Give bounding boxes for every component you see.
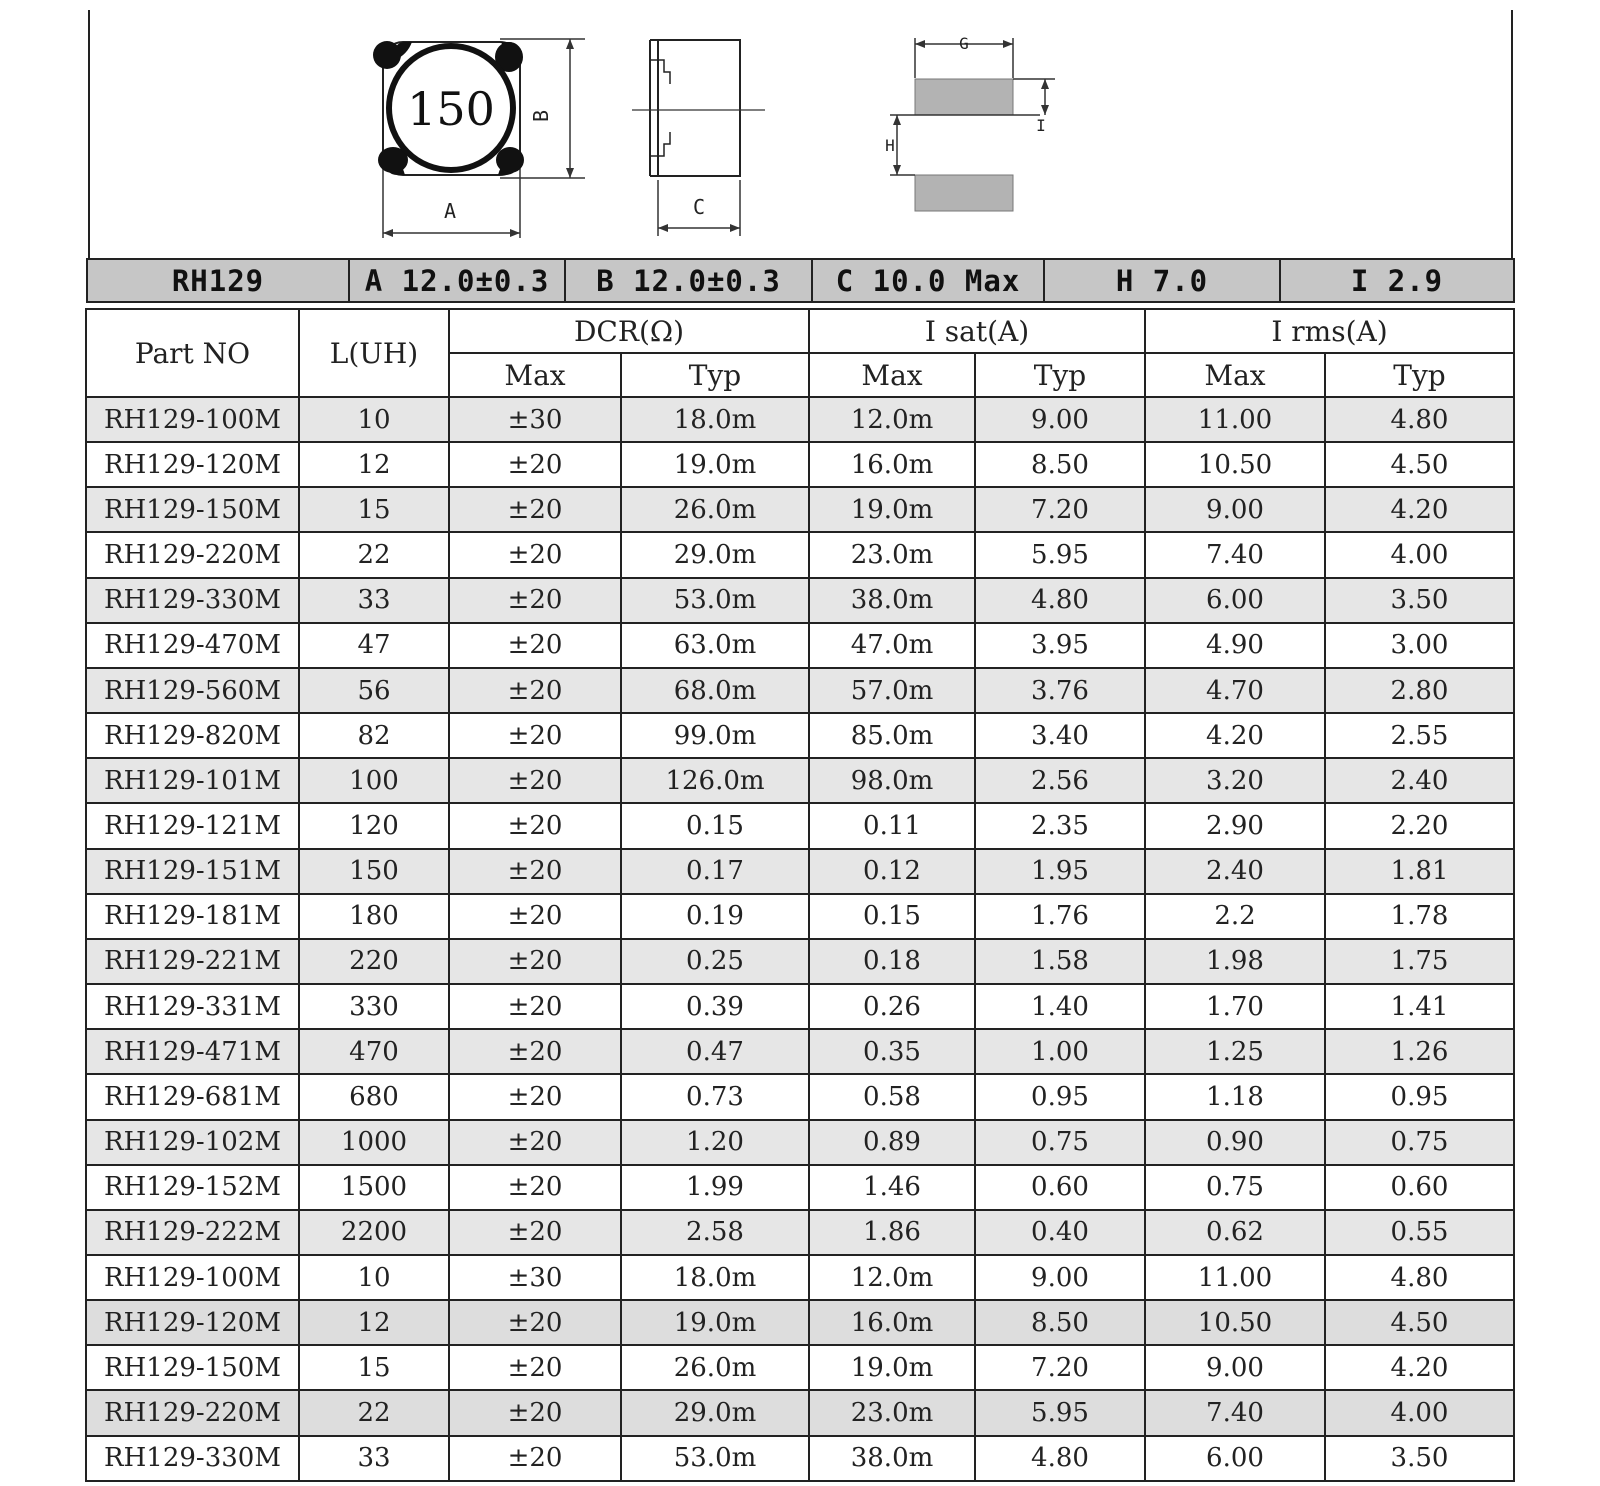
dcr-max-cell: ±20 bbox=[449, 532, 621, 577]
part-no-cell: RH129-100M bbox=[86, 397, 299, 442]
dcr-max-cell: ±20 bbox=[449, 939, 621, 984]
isat-typ-cell: 5.95 bbox=[975, 1390, 1145, 1435]
isat-typ-cell: 9.00 bbox=[975, 1255, 1145, 1300]
isat-typ-cell: 0.40 bbox=[975, 1210, 1145, 1255]
model-name: RH129 bbox=[88, 260, 350, 301]
table-row bbox=[86, 1120, 1514, 1165]
irms-typ-cell: 3.50 bbox=[1325, 578, 1514, 623]
header-isat: I sat(A) bbox=[809, 309, 1145, 353]
label-c: C bbox=[692, 195, 706, 219]
irms-typ-cell: 4.00 bbox=[1325, 1390, 1514, 1435]
irms-max-cell: 4.90 bbox=[1145, 623, 1325, 668]
isat-max-cell: 0.35 bbox=[809, 1029, 975, 1074]
inductance-cell: 220 bbox=[299, 939, 449, 984]
dcr-typ-cell: 29.0m bbox=[621, 532, 809, 577]
irms-max-cell: 7.40 bbox=[1145, 1390, 1325, 1435]
dcr-max-cell: ±20 bbox=[449, 487, 621, 532]
isat-typ-cell: 3.76 bbox=[975, 668, 1145, 713]
irms-typ-cell: 2.55 bbox=[1325, 713, 1514, 758]
top-view-drawing bbox=[373, 39, 585, 238]
isat-max-cell: 57.0m bbox=[809, 668, 975, 713]
inductance-cell: 10 bbox=[299, 397, 449, 442]
dcr-typ-cell: 18.0m bbox=[621, 1255, 809, 1300]
isat-max-cell: 47.0m bbox=[809, 623, 975, 668]
dcr-max-cell: ±20 bbox=[449, 984, 621, 1029]
irms-max-cell: 1.18 bbox=[1145, 1074, 1325, 1119]
irms-typ-cell: 0.95 bbox=[1325, 1074, 1514, 1119]
irms-max-cell: 3.20 bbox=[1145, 758, 1325, 803]
table-row bbox=[86, 578, 1514, 623]
table-row bbox=[86, 487, 1514, 532]
dimension-h: H 7.0 bbox=[1045, 260, 1281, 301]
isat-max-cell: 12.0m bbox=[809, 1255, 975, 1300]
part-no-cell: RH129-331M bbox=[86, 984, 299, 1029]
header-dcr-typ: Typ bbox=[621, 353, 809, 397]
irms-max-cell: 9.00 bbox=[1145, 487, 1325, 532]
irms-max-cell: 1.25 bbox=[1145, 1029, 1325, 1074]
dcr-max-cell: ±20 bbox=[449, 1210, 621, 1255]
isat-typ-cell: 8.50 bbox=[975, 1300, 1145, 1345]
dcr-max-cell: ±20 bbox=[449, 1029, 621, 1074]
part-no-cell: RH129-102M bbox=[86, 1120, 299, 1165]
isat-typ-cell: 1.76 bbox=[975, 894, 1145, 939]
isat-max-cell: 0.15 bbox=[809, 894, 975, 939]
dcr-typ-cell: 53.0m bbox=[621, 578, 809, 623]
inductance-cell: 1000 bbox=[299, 1120, 449, 1165]
isat-max-cell: 85.0m bbox=[809, 713, 975, 758]
isat-max-cell: 19.0m bbox=[809, 487, 975, 532]
dcr-max-cell: ±20 bbox=[449, 1345, 621, 1390]
dcr-max-cell: ±20 bbox=[449, 803, 621, 848]
dcr-typ-cell: 0.15 bbox=[621, 803, 809, 848]
part-no-cell: RH129-471M bbox=[86, 1029, 299, 1074]
header-part-no: Part NO bbox=[86, 309, 299, 397]
table-row bbox=[86, 894, 1514, 939]
table-row bbox=[86, 623, 1514, 668]
isat-max-cell: 38.0m bbox=[809, 578, 975, 623]
inductance-cell: 470 bbox=[299, 1029, 449, 1074]
dcr-max-cell: ±20 bbox=[449, 713, 621, 758]
isat-typ-cell: 1.40 bbox=[975, 984, 1145, 1029]
irms-max-cell: 10.50 bbox=[1145, 442, 1325, 487]
dcr-typ-cell: 126.0m bbox=[621, 758, 809, 803]
dcr-typ-cell: 0.17 bbox=[621, 849, 809, 894]
dcr-typ-cell: 2.58 bbox=[621, 1210, 809, 1255]
irms-typ-cell: 1.75 bbox=[1325, 939, 1514, 984]
dcr-max-cell: ±20 bbox=[449, 1120, 621, 1165]
table-row bbox=[86, 1210, 1514, 1255]
part-no-cell: RH129-681M bbox=[86, 1074, 299, 1119]
inductance-cell: 15 bbox=[299, 487, 449, 532]
dcr-max-cell: ±20 bbox=[449, 758, 621, 803]
table-row bbox=[86, 984, 1514, 1029]
isat-typ-cell: 1.58 bbox=[975, 939, 1145, 984]
header-dcr-max: Max bbox=[449, 353, 621, 397]
dcr-typ-cell: 99.0m bbox=[621, 713, 809, 758]
part-no-cell: RH129-150M bbox=[86, 1345, 299, 1390]
isat-typ-cell: 2.35 bbox=[975, 803, 1145, 848]
part-no-cell: RH129-820M bbox=[86, 713, 299, 758]
label-b: B bbox=[529, 109, 553, 123]
header-irms-max: Max bbox=[1145, 353, 1325, 397]
dcr-typ-cell: 53.0m bbox=[621, 1436, 809, 1481]
isat-typ-cell: 5.95 bbox=[975, 532, 1145, 577]
table-row bbox=[86, 758, 1514, 803]
irms-typ-cell: 2.20 bbox=[1325, 803, 1514, 848]
dimension-a: A 12.0±0.3 bbox=[350, 260, 566, 301]
table-row bbox=[86, 397, 1514, 442]
isat-typ-cell: 4.80 bbox=[975, 578, 1145, 623]
header-isat-typ: Typ bbox=[975, 353, 1145, 397]
isat-typ-cell: 7.20 bbox=[975, 487, 1145, 532]
irms-typ-cell: 4.20 bbox=[1325, 1345, 1514, 1390]
isat-max-cell: 19.0m bbox=[809, 1345, 975, 1390]
label-a: A bbox=[443, 199, 457, 223]
table-row bbox=[86, 442, 1514, 487]
dcr-max-cell: ±20 bbox=[449, 1436, 621, 1481]
dcr-typ-cell: 1.20 bbox=[621, 1120, 809, 1165]
irms-typ-cell: 1.81 bbox=[1325, 849, 1514, 894]
irms-typ-cell: 4.80 bbox=[1325, 1255, 1514, 1300]
irms-max-cell: 6.00 bbox=[1145, 578, 1325, 623]
dcr-max-cell: ±20 bbox=[449, 894, 621, 939]
inductance-cell: 15 bbox=[299, 1345, 449, 1390]
irms-typ-cell: 0.55 bbox=[1325, 1210, 1514, 1255]
part-no-cell: RH129-470M bbox=[86, 623, 299, 668]
part-no-cell: RH129-120M bbox=[86, 442, 299, 487]
dcr-max-cell: ±20 bbox=[449, 578, 621, 623]
dcr-typ-cell: 19.0m bbox=[621, 1300, 809, 1345]
dcr-typ-cell: 68.0m bbox=[621, 668, 809, 713]
table-row bbox=[86, 1074, 1514, 1119]
part-no-cell: RH129-101M bbox=[86, 758, 299, 803]
part-no-cell: RH129-181M bbox=[86, 894, 299, 939]
label-h: H bbox=[885, 136, 895, 155]
irms-typ-cell: 4.80 bbox=[1325, 397, 1514, 442]
part-no-cell: RH129-151M bbox=[86, 849, 299, 894]
irms-typ-cell: 0.75 bbox=[1325, 1120, 1514, 1165]
irms-max-cell: 11.00 bbox=[1145, 397, 1325, 442]
irms-typ-cell: 4.50 bbox=[1325, 1300, 1514, 1345]
inductance-cell: 1500 bbox=[299, 1165, 449, 1210]
isat-typ-cell: 9.00 bbox=[975, 397, 1145, 442]
isat-typ-cell: 3.95 bbox=[975, 623, 1145, 668]
dcr-typ-cell: 26.0m bbox=[621, 487, 809, 532]
part-no-cell: RH129-330M bbox=[86, 578, 299, 623]
irms-max-cell: 0.75 bbox=[1145, 1165, 1325, 1210]
dimension-drawings bbox=[0, 0, 1600, 260]
dcr-typ-cell: 63.0m bbox=[621, 623, 809, 668]
irms-typ-cell: 0.60 bbox=[1325, 1165, 1514, 1210]
isat-typ-cell: 7.20 bbox=[975, 1345, 1145, 1390]
land-pattern-drawing bbox=[890, 38, 1055, 211]
header-inductance: L(UH) bbox=[299, 309, 449, 397]
part-no-cell: RH129-100M bbox=[86, 1255, 299, 1300]
dcr-typ-cell: 19.0m bbox=[621, 442, 809, 487]
inductance-cell: 680 bbox=[299, 1074, 449, 1119]
isat-typ-cell: 1.00 bbox=[975, 1029, 1145, 1074]
irms-typ-cell: 3.50 bbox=[1325, 1436, 1514, 1481]
dimension-b: B 12.0±0.3 bbox=[566, 260, 813, 301]
isat-typ-cell: 8.50 bbox=[975, 442, 1145, 487]
inductance-cell: 33 bbox=[299, 578, 449, 623]
irms-typ-cell: 2.40 bbox=[1325, 758, 1514, 803]
irms-max-cell: 2.90 bbox=[1145, 803, 1325, 848]
isat-max-cell: 1.86 bbox=[809, 1210, 975, 1255]
table-row bbox=[86, 713, 1514, 758]
irms-max-cell: 4.70 bbox=[1145, 668, 1325, 713]
isat-max-cell: 16.0m bbox=[809, 1300, 975, 1345]
inductance-cell: 100 bbox=[299, 758, 449, 803]
dcr-max-cell: ±20 bbox=[449, 1300, 621, 1345]
header-dcr: DCR(Ω) bbox=[449, 309, 809, 353]
irms-typ-cell: 2.80 bbox=[1325, 668, 1514, 713]
isat-typ-cell: 4.80 bbox=[975, 1436, 1145, 1481]
header-irms-typ: Typ bbox=[1325, 353, 1514, 397]
irms-max-cell: 10.50 bbox=[1145, 1300, 1325, 1345]
inductance-cell: 22 bbox=[299, 532, 449, 577]
dcr-max-cell: ±30 bbox=[449, 397, 621, 442]
irms-typ-cell: 1.26 bbox=[1325, 1029, 1514, 1074]
inductance-cell: 82 bbox=[299, 713, 449, 758]
dimension-i: I 2.9 bbox=[1350, 263, 1444, 298]
irms-max-cell: 1.70 bbox=[1145, 984, 1325, 1029]
dimension-bar bbox=[86, 258, 1515, 303]
inductance-cell: 2200 bbox=[299, 1210, 449, 1255]
isat-typ-cell: 1.95 bbox=[975, 849, 1145, 894]
part-no-cell: RH129-152M bbox=[86, 1165, 299, 1210]
dcr-max-cell: ±20 bbox=[449, 849, 621, 894]
inductance-cell: 150 bbox=[299, 849, 449, 894]
table-row bbox=[86, 849, 1514, 894]
table-row bbox=[86, 939, 1514, 984]
irms-max-cell: 7.40 bbox=[1145, 532, 1325, 577]
label-g: G bbox=[959, 34, 969, 53]
isat-max-cell: 16.0m bbox=[809, 442, 975, 487]
isat-max-cell: 1.46 bbox=[809, 1165, 975, 1210]
table-row bbox=[86, 1300, 1514, 1345]
irms-max-cell: 9.00 bbox=[1145, 1345, 1325, 1390]
part-no-cell: RH129-560M bbox=[86, 668, 299, 713]
spec-table-body bbox=[86, 397, 1514, 1481]
dcr-typ-cell: 0.73 bbox=[621, 1074, 809, 1119]
isat-max-cell: 23.0m bbox=[809, 532, 975, 577]
dcr-typ-cell: 29.0m bbox=[621, 1390, 809, 1435]
isat-max-cell: 98.0m bbox=[809, 758, 975, 803]
table-row bbox=[86, 1255, 1514, 1300]
irms-typ-cell: 1.41 bbox=[1325, 984, 1514, 1029]
isat-max-cell: 0.11 bbox=[809, 803, 975, 848]
part-marking: 150 bbox=[407, 82, 495, 136]
isat-max-cell: 0.89 bbox=[809, 1120, 975, 1165]
irms-typ-cell: 4.20 bbox=[1325, 487, 1514, 532]
table-row bbox=[86, 1029, 1514, 1074]
isat-typ-cell: 0.60 bbox=[975, 1165, 1145, 1210]
table-row bbox=[86, 532, 1514, 577]
isat-max-cell: 0.12 bbox=[809, 849, 975, 894]
header-irms: I rms(A) bbox=[1145, 309, 1514, 353]
inductance-cell: 10 bbox=[299, 1255, 449, 1300]
header-isat-max: Max bbox=[809, 353, 975, 397]
inductance-cell: 47 bbox=[299, 623, 449, 668]
dcr-max-cell: ±30 bbox=[449, 1255, 621, 1300]
inductance-cell: 180 bbox=[299, 894, 449, 939]
dcr-max-cell: ±20 bbox=[449, 668, 621, 713]
isat-max-cell: 12.0m bbox=[809, 397, 975, 442]
dcr-typ-cell: 0.25 bbox=[621, 939, 809, 984]
inductance-cell: 12 bbox=[299, 1300, 449, 1345]
part-no-cell: RH129-222M bbox=[86, 1210, 299, 1255]
table-row bbox=[86, 668, 1514, 713]
part-no-cell: RH129-150M bbox=[86, 487, 299, 532]
table-row bbox=[86, 803, 1514, 848]
isat-typ-cell: 0.75 bbox=[975, 1120, 1145, 1165]
inductance-cell: 330 bbox=[299, 984, 449, 1029]
inductance-cell: 56 bbox=[299, 668, 449, 713]
dcr-max-cell: ±20 bbox=[449, 1390, 621, 1435]
inductance-cell: 12 bbox=[299, 442, 449, 487]
part-no-cell: RH129-121M bbox=[86, 803, 299, 848]
dcr-typ-cell: 1.99 bbox=[621, 1165, 809, 1210]
irms-max-cell: 2.2 bbox=[1145, 894, 1325, 939]
table-row bbox=[86, 1390, 1514, 1435]
isat-max-cell: 0.26 bbox=[809, 984, 975, 1029]
isat-max-cell: 38.0m bbox=[809, 1436, 975, 1481]
isat-max-cell: 23.0m bbox=[809, 1390, 975, 1435]
irms-max-cell: 2.40 bbox=[1145, 849, 1325, 894]
irms-max-cell: 0.90 bbox=[1145, 1120, 1325, 1165]
irms-max-cell: 0.62 bbox=[1145, 1210, 1325, 1255]
dcr-typ-cell: 26.0m bbox=[621, 1345, 809, 1390]
inductance-cell: 120 bbox=[299, 803, 449, 848]
irms-typ-cell: 3.00 bbox=[1325, 623, 1514, 668]
irms-max-cell: 1.98 bbox=[1145, 939, 1325, 984]
dcr-typ-cell: 0.19 bbox=[621, 894, 809, 939]
irms-typ-cell: 1.78 bbox=[1325, 894, 1514, 939]
irms-max-cell: 6.00 bbox=[1145, 1436, 1325, 1481]
isat-max-cell: 0.58 bbox=[809, 1074, 975, 1119]
inductance-cell: 33 bbox=[299, 1436, 449, 1481]
table-row bbox=[86, 1436, 1514, 1481]
dcr-max-cell: ±20 bbox=[449, 442, 621, 487]
part-no-cell: RH129-221M bbox=[86, 939, 299, 984]
dcr-max-cell: ±20 bbox=[449, 623, 621, 668]
table-row bbox=[86, 1345, 1514, 1390]
dcr-max-cell: ±20 bbox=[449, 1074, 621, 1119]
inductance-cell: 22 bbox=[299, 1390, 449, 1435]
isat-max-cell: 0.18 bbox=[809, 939, 975, 984]
dimension-c: C 10.0 Max bbox=[813, 260, 1045, 301]
isat-typ-cell: 0.95 bbox=[975, 1074, 1145, 1119]
dcr-max-cell: ±20 bbox=[449, 1165, 621, 1210]
part-no-cell: RH129-120M bbox=[86, 1300, 299, 1345]
table-row bbox=[86, 1165, 1514, 1210]
spec-table bbox=[85, 308, 1515, 1482]
part-no-cell: RH129-220M bbox=[86, 1390, 299, 1435]
dcr-typ-cell: 18.0m bbox=[621, 397, 809, 442]
dcr-typ-cell: 0.47 bbox=[621, 1029, 809, 1074]
irms-max-cell: 11.00 bbox=[1145, 1255, 1325, 1300]
part-no-cell: RH129-220M bbox=[86, 532, 299, 577]
irms-max-cell: 4.20 bbox=[1145, 713, 1325, 758]
irms-typ-cell: 4.50 bbox=[1325, 442, 1514, 487]
isat-typ-cell: 3.40 bbox=[975, 713, 1145, 758]
label-i: I bbox=[1036, 116, 1046, 135]
part-no-cell: RH129-330M bbox=[86, 1436, 299, 1481]
irms-typ-cell: 4.00 bbox=[1325, 532, 1514, 577]
dcr-typ-cell: 0.39 bbox=[621, 984, 809, 1029]
isat-typ-cell: 2.56 bbox=[975, 758, 1145, 803]
